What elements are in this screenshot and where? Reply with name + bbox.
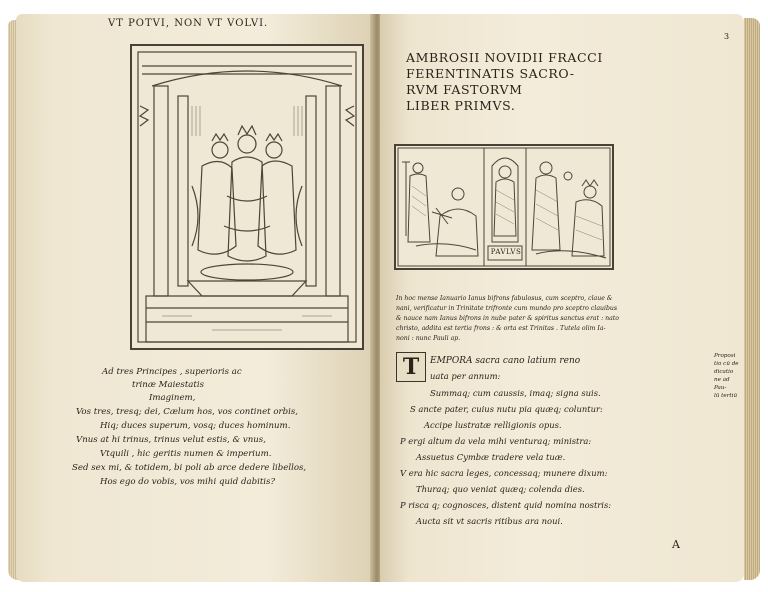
right-page <box>380 14 744 582</box>
book-title-line: AMBROSII NOVIDII FRACCI <box>406 50 603 65</box>
verse-line: V era hic sacra leges, concessaq; munere dixum: <box>400 468 608 478</box>
verse-line: EMPORA sacra cano latium reno <box>430 356 581 366</box>
summary-line: christo, addita est tertia frons : & orta est Trinitas . Tutela olim Ia- <box>396 325 606 332</box>
verse-line: uata per annum: <box>430 371 501 381</box>
verse-line: Aucta sit vt sacris ritibus ara noui. <box>416 516 563 526</box>
signature-mark: A <box>672 538 680 551</box>
verse-line: Summaq; cum caussis, imaq; signa suis. <box>430 388 601 398</box>
verse-line: Thuraq; quo veniat quæq; colenda dies. <box>416 484 585 494</box>
dedication-line: Sed sex mi, & totidem, bi poli ab arce dedere libellos, <box>72 463 307 473</box>
verse-line: Accipe lustratæ relligionis opus. <box>424 420 562 430</box>
summary-line: In hoc mense Ianuario Ianus bifrons fabulosus, cum sceptro, claue & <box>396 295 613 302</box>
margin-note-line: tio cū de <box>714 361 739 367</box>
woodcut-label: PAVLVS <box>490 248 522 256</box>
decorated-initial-letter <box>396 352 426 382</box>
margin-note-line: Proposi <box>714 353 736 359</box>
margin-note-line: dicatio <box>714 369 734 375</box>
margin-note-line: ne ad <box>714 377 730 383</box>
dedication-line: trinæ Maiestatis <box>132 380 205 390</box>
woodcut-illustration-icon <box>132 46 362 348</box>
enthroned-three-princes-woodcut <box>130 44 364 350</box>
dedication-line: Ad tres Principes , superioris ac <box>102 367 242 377</box>
summary-line: & nauce nam Ianus bifrons in nube pater & spiritus sanctus erat : nato <box>396 315 620 322</box>
dedication-line: Vtquili , hic geritis numen & imperium. <box>100 449 272 459</box>
summary-line: nani, verificatur in Trinitate trifronte cum mundo pro sceptro clauibus <box>396 305 618 312</box>
book-title-line: RVM FASTORVM <box>406 82 523 97</box>
verse-line: S ancte pater, cuius nutu pia quæq; coluntur: <box>410 404 603 414</box>
dedication-line: Hos ego do vobis, vos mihi quid dabitis? <box>100 477 276 487</box>
dedication-line: Imaginem, <box>149 393 196 403</box>
right-page-edges <box>744 18 760 580</box>
summary-line: noni : nunc Pauli ap. <box>396 335 461 342</box>
running-header: VT POTVI, NON VT VOLVI. <box>108 18 269 29</box>
page-number: 3 <box>724 32 730 41</box>
dedication-line: Vnus at hi trinus, trinus velut estis, & vnus, <box>76 435 266 445</box>
dedication-line: Vos tres, tresq; dei, Cælum hos, vos continet orbis, <box>76 407 299 417</box>
margin-note-line: Pau- <box>714 385 727 391</box>
janus-saints-woodcut <box>394 144 614 270</box>
verse-line: Assuetus Cymbæ tradere vela tuæ. <box>416 452 566 462</box>
margin-note-line: lū tertiū <box>714 393 738 399</box>
dedication-line: Hiq; duces superum, vosq; duces hominum. <box>100 421 291 431</box>
left-page <box>16 14 374 582</box>
verse-line: P risca q; cognosces, distent quid nomina nostris: <box>400 500 612 510</box>
book-title-line: LIBER PRIMVS. <box>406 98 516 113</box>
open-book <box>8 6 760 588</box>
initial-letter: T <box>402 354 420 380</box>
verse-line: P ergi altum da vela mihi venturaq; ministra: <box>400 436 592 446</box>
book-title-line: FERENTINATIS SACRO- <box>406 66 575 81</box>
margin-note <box>714 352 744 400</box>
